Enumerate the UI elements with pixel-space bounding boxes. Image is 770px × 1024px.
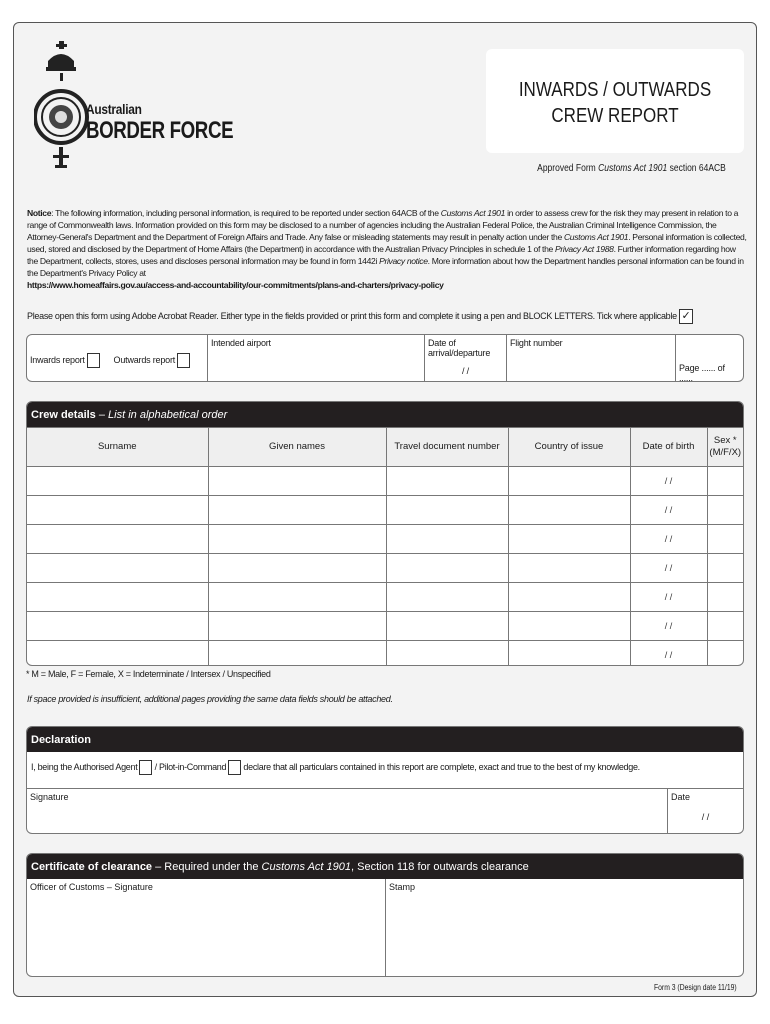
officer-signature-field[interactable]: Officer of Customs – Signature <box>30 882 153 892</box>
surname-cell[interactable] <box>27 583 208 612</box>
column-header: Country of issue <box>508 428 630 467</box>
date-of-birth-cell[interactable]: / / <box>630 554 707 583</box>
surname-cell[interactable] <box>27 612 208 641</box>
table-row <box>27 641 743 667</box>
brand-name-line2: BORDER FORCE <box>86 117 234 144</box>
travel-document-cell[interactable] <box>386 641 508 667</box>
travel-document-cell[interactable] <box>386 583 508 612</box>
surname-cell[interactable] <box>27 554 208 583</box>
crew-table <box>27 427 743 666</box>
table-row <box>27 583 743 612</box>
travel-document-cell[interactable] <box>386 467 508 496</box>
table-row <box>27 467 743 496</box>
sex-cell[interactable] <box>707 496 743 525</box>
table-row <box>27 525 743 554</box>
crew-details-section <box>26 401 744 666</box>
crew-table-body <box>27 467 743 667</box>
date-of-birth-cell[interactable]: / / <box>630 583 707 612</box>
given-names-cell[interactable] <box>208 612 386 641</box>
column-header: Sex * (M/F/X) <box>707 428 743 467</box>
surname-cell[interactable] <box>27 467 208 496</box>
country-of-issue-cell[interactable] <box>508 641 630 667</box>
sex-cell[interactable] <box>707 583 743 612</box>
clearance-fields <box>27 879 743 976</box>
privacy-notice: Notice: The following information, including personal information, is required to be reported under section 64ACB of the Customs Act 1901 in order to assess crew for the risk they may present in relation to a range of Commonwealth laws. Information provided on this form may be disclosed to a number of agencies including the Australian Federal Police, the Australian Criminal Intelligence Commission, the Attorney-General's Department and the Department of Foreign Affairs and Trade. Any false or misleading statements may result in penalty action under the Customs Act 1901. Personal information is collected, used, stored and disclosed by the Department of Home Affairs (the Department) in accordance with the Australian Privacy Principles in schedule 1 of the Privacy Act 1988. Further information regarding how the Department, collects, stores, uses and discloses personal information may be found in form 1442i Privacy notice. More information about how the Department handles personal information can be found in the Department's Privacy Policy at https://www.homeaffairs.gov.au/access-and-accountability/our-commitments/plans-and-charters/privacy-policy <box>27 208 747 290</box>
surname-cell[interactable] <box>27 641 208 667</box>
date-of-birth-cell[interactable]: / / <box>630 641 707 667</box>
crew-table-header <box>27 428 743 467</box>
date-of-birth-cell[interactable]: / / <box>630 612 707 641</box>
brand-name-line1: Australian <box>86 101 142 117</box>
arrival-departure-date-field[interactable]: Date of arrival/departure / / <box>424 335 506 381</box>
outwards-report-checkbox[interactable] <box>177 353 190 368</box>
instructions-line: Please open this form using Adobe Acrobat Reader. Either type in the fields provided or print this form and complete it using a pen and BLOCK LETTERS. Tick where applicable ✓ <box>27 309 693 324</box>
additional-pages-note: If space provided is insufficient, additional pages providing the same data fields should be attached. <box>27 694 393 704</box>
date-of-birth-cell[interactable]: / / <box>630 496 707 525</box>
travel-document-cell[interactable] <box>386 496 508 525</box>
sex-code-legend: * M = Male, F = Female, X = Indeterminate / Intersex / Unspecified <box>26 669 271 679</box>
pilot-in-command-checkbox[interactable] <box>228 760 241 775</box>
column-header: Date of birth <box>630 428 707 467</box>
surname-cell[interactable] <box>27 496 208 525</box>
table-row <box>27 612 743 641</box>
given-names-cell[interactable] <box>208 525 386 554</box>
sex-cell[interactable] <box>707 467 743 496</box>
crew-details-heading: Crew details – List in alphabetical order <box>27 402 743 427</box>
form-title-box <box>486 49 744 153</box>
declaration-signature-field[interactable]: Signature <box>30 792 69 802</box>
sex-cell[interactable] <box>707 612 743 641</box>
given-names-cell[interactable] <box>208 467 386 496</box>
tick-example-icon: ✓ <box>679 309 693 324</box>
intended-airport-field[interactable]: Intended airport <box>207 335 424 381</box>
page-number-field[interactable]: Page ...... of ...... <box>675 335 743 381</box>
sex-cell[interactable] <box>707 641 743 667</box>
inwards-report-checkbox[interactable] <box>87 353 100 368</box>
given-names-cell[interactable] <box>208 641 386 667</box>
form-title-line1: INWARDS / OUTWARDS <box>518 79 712 101</box>
authorised-agent-checkbox[interactable] <box>139 760 152 775</box>
given-names-cell[interactable] <box>208 554 386 583</box>
table-row <box>27 496 743 525</box>
table-row <box>27 554 743 583</box>
date-of-birth-cell[interactable]: / / <box>630 525 707 554</box>
clearance-heading: Certificate of clearance – Required under the Customs Act 1901, Section 118 for outwards clearance <box>27 854 743 879</box>
country-of-issue-cell[interactable] <box>508 583 630 612</box>
travel-document-cell[interactable] <box>386 612 508 641</box>
column-header: Surname <box>27 428 208 467</box>
privacy-policy-link[interactable]: https://www.homeaffairs.gov.au/access-and-accountability/our-commitments/plans-and-charters/privacy-policy <box>27 280 444 290</box>
country-of-issue-cell[interactable] <box>508 525 630 554</box>
form-footer: Form 3 (Design date 11/19) <box>654 983 737 992</box>
approved-form-note: Approved Form Customs Act 1901 section 64ACB <box>537 163 726 174</box>
declaration-statement: I, being the Authorised Agent / Pilot-in-Command declare that all particulars contained in this report are complete, exact and true to the best of my knowledge. <box>27 752 743 789</box>
sex-cell[interactable] <box>707 554 743 583</box>
flight-number-field[interactable]: Flight number <box>506 335 675 381</box>
column-header: Travel document number <box>386 428 508 467</box>
travel-document-cell[interactable] <box>386 525 508 554</box>
column-header: Given names <box>208 428 386 467</box>
country-of-issue-cell[interactable] <box>508 612 630 641</box>
declaration-heading: Declaration <box>27 727 743 752</box>
given-names-cell[interactable] <box>208 583 386 612</box>
sex-cell[interactable] <box>707 525 743 554</box>
date-of-birth-cell[interactable]: / / <box>630 467 707 496</box>
report-type-cell: Inwards report Outwards report <box>27 335 207 381</box>
given-names-cell[interactable] <box>208 496 386 525</box>
declaration-date-field[interactable]: Date / / <box>667 789 743 834</box>
form-title-line2: CREW REPORT <box>551 105 679 127</box>
country-of-issue-cell[interactable] <box>508 467 630 496</box>
report-info-box <box>26 334 744 382</box>
clearance-section <box>26 853 744 977</box>
surname-cell[interactable] <box>27 525 208 554</box>
stamp-field[interactable]: Stamp <box>385 879 743 976</box>
country-of-issue-cell[interactable] <box>508 554 630 583</box>
form-page <box>13 22 757 997</box>
country-of-issue-cell[interactable] <box>508 496 630 525</box>
signature-row <box>27 789 743 834</box>
declaration-section <box>26 726 744 834</box>
travel-document-cell[interactable] <box>386 554 508 583</box>
